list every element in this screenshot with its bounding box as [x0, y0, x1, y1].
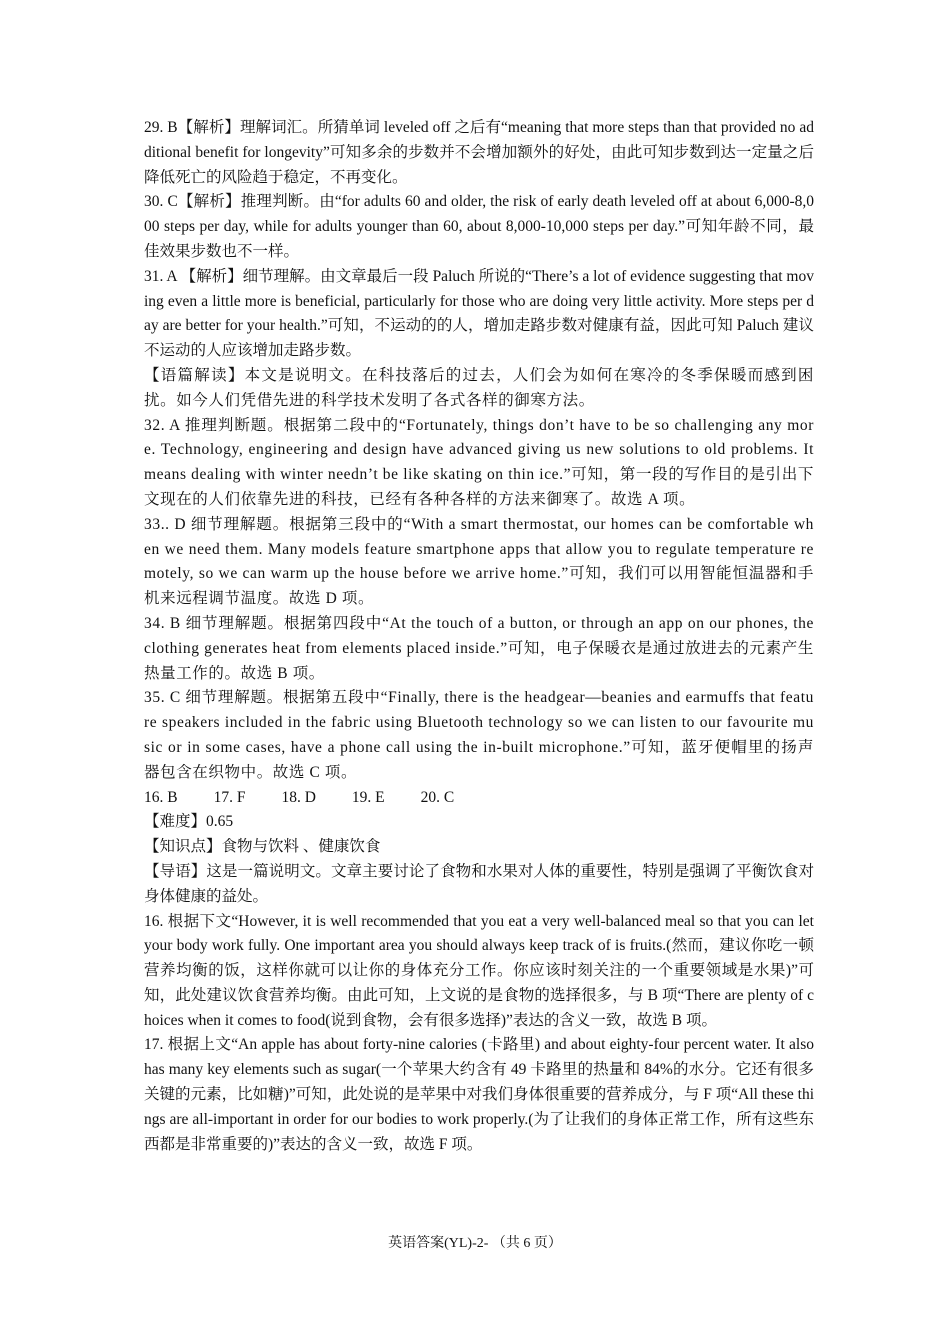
explanation-16: 16. 根据下文“However, it is well recommended that you eat a very well-balanced meal so that you can let your body work fully. One important area you should always keep track of is fruits.(然而，建议你吃一顿营养均衡的饭，这样你就可以让你的身体充分工作。你应该时刻关注的一个重要领域是水果)”可知，此处建议饮食营养均衡。由此可知，上文说的是食物的选择很多，与 B 项“There are plenty of choices when it comes to food(说到食物，会有很多选择)”表达的含义一致，故选 B 项。: [144, 912, 814, 1029]
page-footer: 英语答案(YL)-2- （共 6 页）: [388, 1236, 562, 1251]
answer-31: 31. A 【解析】细节理解。由文章最后一段 Paluch 所说的“There’s a lot of evidence suggesting that moving even a little more is beneficial, particularly for those who are doing very little activity. More steps per day are better for your health.”可知，不运动的的人，增加走路步数对健康有益，因此可知 Paluch 建议不运动的人应该增加走路步数。: [144, 267, 814, 360]
answer-33: 33.. D 细节理解题。根据第三段中的“With a smart thermostat, our homes can be comfortable when we need them. Many models feature smartphone apps that allow you to regulate temperature remotely, so we can warm up the house before we arrive home.”可知，我们可以用智能恒温器和手机来远程调节温度。故选 D 项。: [144, 515, 814, 608]
explanation-17: 17. 根据上文“An apple has about forty-nine calories (卡路里) and about eighty-four percent water. It also has many key elements such as sugar(一个苹果大约含有 49 卡路里的热量和 84%的水分。它还有很多关键的元素，比如糖)”可知，此处说的是苹果中对我们身体很重要的营养成分，与 F 项“All these things are all-important in order for our bodies to work properly.(为了让我们的身体正常工作，所有这些东西都是非常重要的)”表达的含义一致，故选 F 项。: [144, 1036, 814, 1153]
answer-content: [144, 116, 814, 1157]
answer-key-row: [144, 786, 814, 811]
answer-key-17: 17. F: [213, 788, 246, 806]
answer-key-19: 19. E: [351, 788, 385, 806]
discourse-analysis: 【语篇解读】本文是说明文。在科技落后的过去，人们会为如何在寒冷的冬季保暖而感到困扰。如今人们凭借先进的科学技术发明了各式各样的御寒方法。: [144, 366, 814, 409]
answer-35: 35. C 细节理解题。根据第五段中“Finally, there is the headgear—beanies and earmuffs that feature speakers included in the fabric using Bluetooth technology so we can listen to our favourite music or in some cases, have a phone call using the in-built microphone.”可知，蓝牙便帽里的扬声器包含在织物中。故选 C 项。: [144, 689, 814, 781]
answer-key-18: 18. D: [281, 788, 316, 806]
answer-34: 34. B 细节理解题。根据第四段中“At the touch of a button, or through an app on our phones, the clothing generates heat from elements placed inside.”可知，电子保暖衣是通过放进去的元素产生热量工作的。故选 B 项。: [144, 614, 814, 682]
difficulty: 【难度】0.65: [144, 813, 234, 831]
answer-key-16: 16. B: [144, 788, 178, 806]
answer-29: 29. B【解析】理解词汇。所猜单词 leveled off 之后有“meaning that more steps than that provided no additional benefit for longevity”可知多余的步数并不会增加额外的好处，由此可知步数到达一定量之后降低死亡的风险趋于稳定，不再变化。: [144, 119, 814, 186]
answer-30: 30. C【解析】推理判断。由“for adults 60 and older, the risk of early death leveled off at about 6,000-8,000 steps per day, while for adults younger than 60, about 8,000-10,000 steps per day.”可知年龄不同，最佳效果步数也不一样。: [144, 193, 814, 260]
answer-key-20: 20. C: [420, 788, 455, 806]
guide: 【导语】这是一篇说明文。文章主要讨论了食物和水果对人体的重要性，特别是强调了平衡饮食对身体健康的益处。: [144, 862, 814, 905]
knowledge-point: 【知识点】食物与饮料 、健康饮食: [144, 838, 381, 856]
answer-32: 32. A 推理判断题。根据第二段中的“Fortunately, things don’t have to be so challenging any more. Technology, engineering and design have advanced giving us new solutions to old problems. It means dealing with winter needn’t be like skating on thin ice.”可知，第一段的写作目的是引出下文现在的人们依靠先进的科技，已经有各种各样的方法来御寒了。故选 A 项。: [144, 416, 814, 508]
